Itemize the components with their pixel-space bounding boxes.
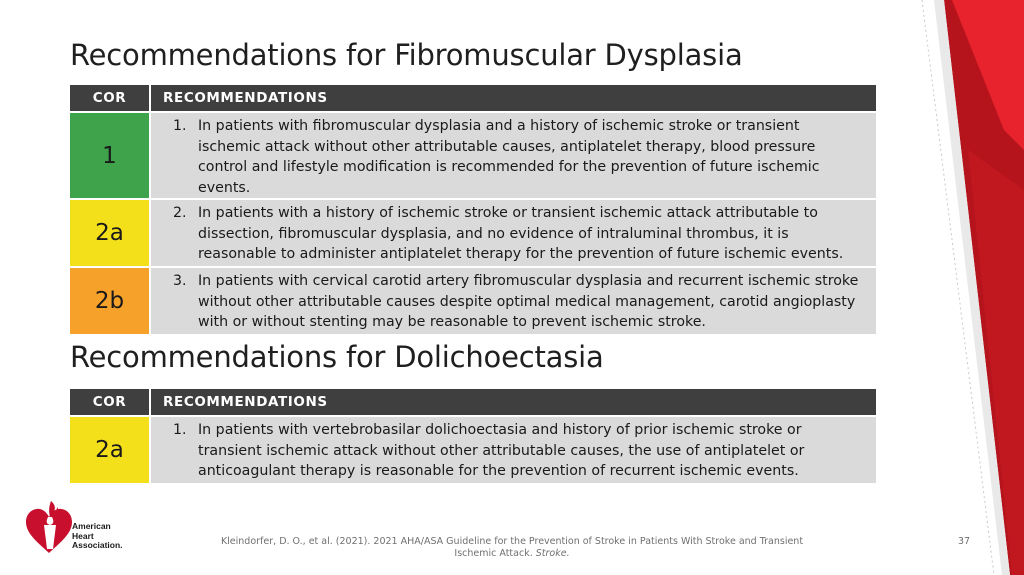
recommendations-header: RECOMMENDATIONS (150, 389, 876, 416)
recommendation-cell (150, 416, 876, 483)
recommendation-text: In patients with fibromuscular dysplasia and a history of ischemic stroke or transient ischemic attack without other attributable causes, antiplatelet therapy, blood pressure control and lifestyle modification is recommended for the prevention of future ischemic events. (198, 118, 820, 196)
section-title: Recommendations for Dolichoectasia (70, 340, 604, 374)
cor-header: COR (70, 85, 150, 112)
recommendations-table (70, 389, 876, 483)
cor-badge: 2a (70, 199, 150, 267)
table-row (70, 267, 876, 334)
table-header-row (70, 389, 876, 416)
cor-badge: 2a (70, 416, 150, 483)
recommendation-cell (150, 112, 876, 199)
decorative-ribbon (914, 0, 1024, 575)
list-number: 2. (173, 205, 187, 221)
citation (220, 536, 804, 560)
logo-line: Heart (72, 530, 94, 541)
recommendation-text: In patients with a history of ischemic stroke or transient ischemic attack attributable to dissection, fibromuscular dysplasia, and no evidence of intraluminal thrombus, it is reasonable to administer antiplatelet therapy for the prevention of future ischemic events. (198, 205, 844, 262)
table-row (70, 199, 876, 267)
list-number: 1. (173, 422, 187, 438)
recommendations-table (70, 85, 876, 334)
cor-badge: 2b (70, 267, 150, 334)
page-number: 37 (958, 536, 971, 547)
table-row (70, 112, 876, 199)
cor-badge: 1 (70, 112, 150, 199)
recommendation-text: In patients with vertebrobasilar dolichoectasia and history of prior ischemic stroke or transient ischemic attack without other attributable causes, the use of antiplatelet or anticoagulant therapy is reasonable for the prevention of recurrent ischemic events. (198, 422, 805, 479)
logo-wordmark (72, 522, 123, 551)
list-number: 1. (173, 118, 187, 134)
recommendation-cell (150, 199, 876, 267)
table-row (70, 416, 876, 483)
recommendation-cell (150, 267, 876, 334)
section-title: Recommendations for Fibromuscular Dysplasia (70, 38, 743, 72)
cor-header: COR (70, 389, 150, 416)
list-number: 3. (173, 273, 187, 289)
logo-line: Association. (72, 540, 123, 550)
citation-text: Kleindorfer, D. O., et al. (2021). 2021 AHA/ASA Guideline for the Prevention of Stroke in Patients With Stroke and Transient Ischemic Attack. (220, 536, 804, 559)
logo-line: American (72, 521, 111, 531)
recommendation-text: In patients with cervical carotid artery fibromuscular dysplasia and recurrent ischemic stroke without other attributable causes despite optimal medical management, carotid angioplasty with or without stenting may be reasonable to prevent ischemic stroke. (198, 273, 859, 330)
table-header-row (70, 85, 876, 112)
recommendations-header: RECOMMENDATIONS (150, 85, 876, 112)
citation-journal: Stroke. (535, 548, 570, 559)
